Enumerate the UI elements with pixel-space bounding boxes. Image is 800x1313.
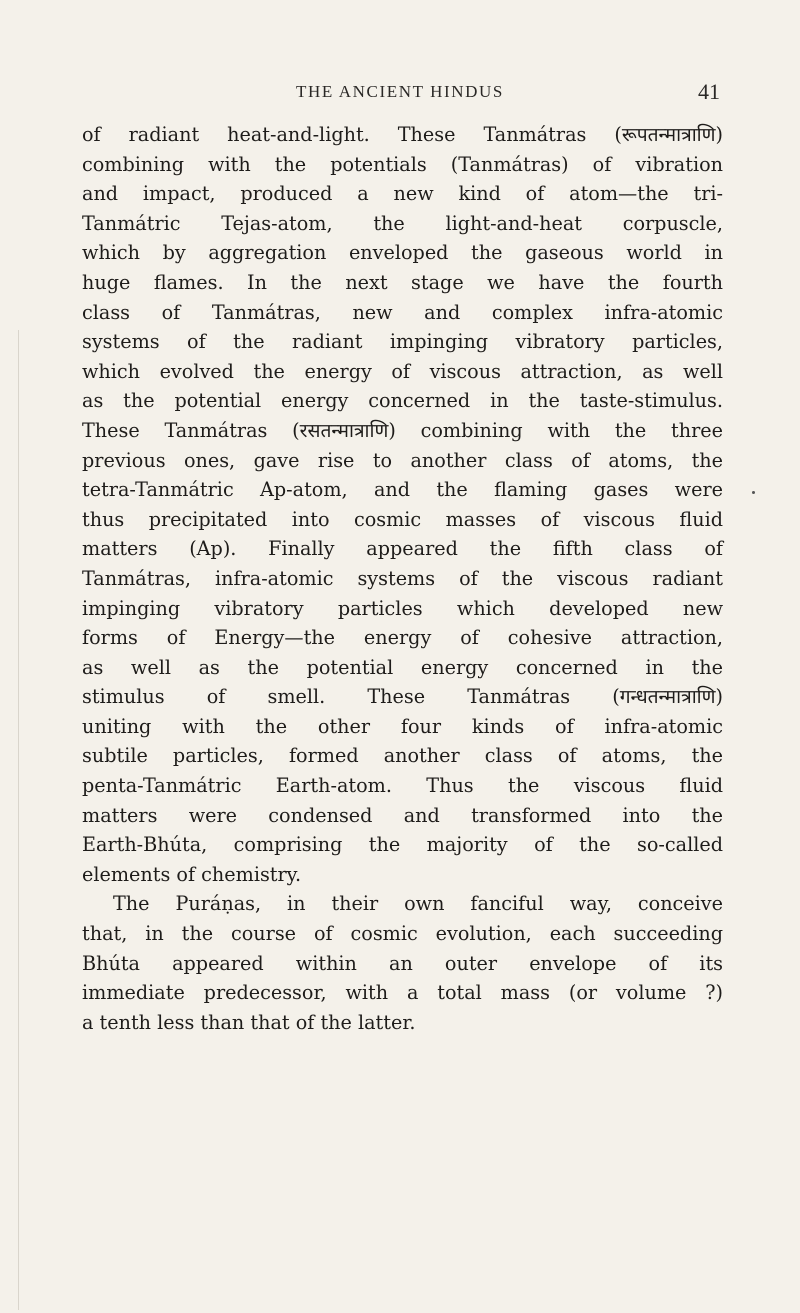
text-line: forms of Energy—the energy of cohesive attraction,	[82, 626, 723, 650]
text-line: Tanmátric Tejas-atom, the light-and-heat corpuscle,	[82, 211, 723, 235]
text-line: immediate predecessor, with a total mass (or volume ?)	[82, 981, 723, 1005]
text-line: The Puráṇas, in their own fanciful way, conceive	[113, 892, 723, 916]
text-line: that, in the course of cosmic evolution, each succeeding	[82, 922, 723, 946]
text-line: class of Tanmátras, new and complex infra-atomic	[82, 300, 723, 324]
text-line: which evolved the energy of viscous attraction, as well	[82, 359, 723, 383]
text-line: and impact, produced a new kind of atom—the tri-	[82, 182, 723, 206]
print-speck	[752, 491, 755, 494]
text-line: impinging vibratory particles which developed new	[82, 596, 723, 620]
text-line: thus precipitated into cosmic masses of viscous fluid	[82, 507, 723, 531]
text-line: combining with the potentials (Tanmátras) of vibration	[82, 152, 723, 176]
text-line: matters (Ap). Finally appeared the fifth class of	[82, 537, 723, 561]
text-line: systems of the radiant impinging vibratory particles,	[82, 330, 723, 354]
body-text	[82, 120, 723, 1037]
text-line: These Tanmátras (रसतन्मात्राणि) combining with the three	[82, 418, 723, 442]
page-header	[0, 79, 800, 112]
text-line: Earth-Bhúta, comprising the majority of the so-called	[82, 833, 723, 857]
text-line: as the potential energy concerned in the taste-stimulus.	[82, 389, 723, 413]
page-number: 41	[698, 79, 720, 104]
text-line: huge flames. In the next stage we have the fourth	[82, 270, 723, 294]
page-gutter-line	[18, 330, 19, 1310]
text-line: of radiant heat-and-light. These Tanmátras (रूपतन्मात्राणि)	[82, 123, 723, 146]
text-line: matters were condensed and transformed into the	[82, 803, 723, 827]
text-line: elements of chemistry.	[82, 862, 302, 886]
text-line: previous ones, gave rise to another class of atoms, the	[82, 448, 723, 472]
text-line: stimulus of smell. These Tanmátras (गन्धतन्मात्राणि)	[82, 685, 723, 709]
text-line: tetra-Tanmátric Ap-atom, and the flaming gases were	[82, 478, 723, 502]
running-head: THE ANCIENT HINDUS	[296, 82, 504, 101]
text-line: Tanmátras, infra-atomic systems of the viscous radiant	[82, 566, 723, 590]
text-line: Bhúta appeared within an outer envelope of its	[82, 951, 723, 975]
text-line: penta-Tanmátric Earth-atom. Thus the viscous fluid	[82, 774, 723, 798]
text-line: which by aggregation enveloped the gaseous world in	[82, 241, 723, 265]
text-line: subtile particles, formed another class of atoms, the	[82, 744, 723, 768]
text-line: as well as the potential energy concerned in the	[82, 655, 723, 679]
text-line: a tenth less than that of the latter.	[82, 1010, 416, 1034]
text-line: uniting with the other four kinds of infra-atomic	[82, 714, 723, 738]
